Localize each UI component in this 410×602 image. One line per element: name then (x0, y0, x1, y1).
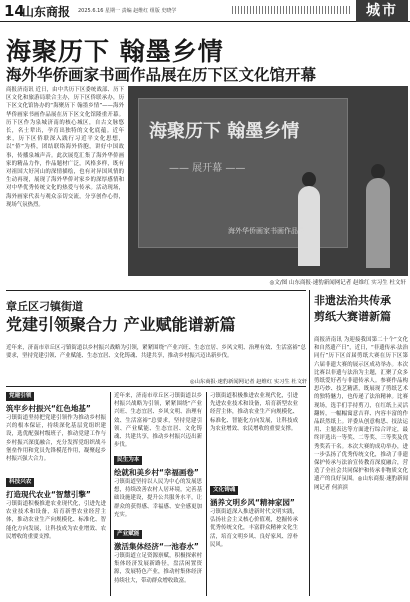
paper-name: 山东商报 (22, 5, 71, 19)
photo-caption: ◎文/图 山东商报·速豹新闻网记者 赵维红 实习生 杜文轩 (269, 280, 406, 286)
section-tag: 产业赋能 (114, 530, 142, 539)
main-subheadline: 海外华侨画家书画作品展在历下区文化馆开幕 (6, 66, 317, 84)
sidebar-text: 刁镇街道立足资源禀赋，积极探索村集体经济发展新路径，盘活闲置资源，发展特色产业，推动村集体经济持续壮大，带动群众增收致富。 (114, 553, 202, 584)
divider (6, 290, 306, 291)
divider (309, 290, 310, 596)
right-headline-line1: 非遗法治共传承 (314, 294, 391, 307)
divider (206, 392, 207, 596)
right-headline-line2: 剪纸大赛谱新篇 (314, 310, 391, 323)
article1-body: 商报济南讯 近日，由中共历下区委统战部、历下区文化和旅游局联合主办，历下区侨联承办，历下区文化馆协办的“海聚历下 翰墨乡情”——海外华侨画家书画作品展在历下区文化馆隆重开幕。历下区作为泉城济南的核心城区，自古文脉悠长，名士辈出，孕育出独特的文化底蕴。近年来，历下区侨联深入践行习近平文化思想，以“侨”为桥，团结联络海外侨胞，讲好中国故事，传播泉城声音。此次展览汇集了海外华侨画家的精品力作，作品题材广泛，风格多样，既有对祖国大好河山的深情描绘，也有对异国风情的生动再现，展现了海外华侨对家乡的深厚感情和对中华优秀传统文化的热爱与传承。活动现场，海外画家代表与观众亲切交流，分享创作心得，现场气氛热烈。 (6, 87, 124, 208)
sidebar-title: 绘就和美乡村“幸福画卷” (114, 468, 199, 477)
main-headline: 海聚历下 翰墨乡情 (6, 37, 224, 66)
article2-headline: 党建引领聚合力 产业赋能谱新篇 (6, 315, 236, 334)
sidebar-text: 刁镇街道深入推进新时代文明实践，弘扬社会主义核心价值观，挖掘传承优秀传统文化，丰富群众精神文化生活，培育文明乡风、良好家风、淳朴民风。 (210, 509, 298, 548)
person-head (302, 172, 316, 187)
section-tag: 科技兴农 (6, 478, 34, 487)
section-label: 城市 (356, 0, 408, 22)
decorative-pattern (232, 6, 352, 14)
sidebar-title: 筑牢乡村振兴“红色地基” (6, 404, 91, 413)
page-number: 14 (4, 2, 25, 20)
section-tag: 民生为本 (114, 456, 142, 465)
article2-kicker: 章丘区刁镇街道 (6, 300, 83, 313)
person-figure (366, 178, 390, 268)
sidebar-title: 涵养文明乡风“精神家园” (210, 498, 295, 507)
divider (110, 392, 111, 596)
divider (6, 386, 306, 387)
section-tag: 文化铸魂 (210, 486, 238, 495)
event-photo (128, 86, 408, 276)
photo-banner-text: 海外华侨画家书画作品展 (228, 227, 305, 235)
masthead-meta: 2025.6.16 星期一 责编 赵维红 组版 史晓学 (78, 8, 177, 14)
masthead (0, 0, 410, 22)
column-text: 刁镇街道积极推进农业现代化，引进先进农业技术和设备，培育新型农业经营主体，推动农业生产向规模化、标准化、智能化方向发展，让科技成为农业增效、农民增收的重要支撑。 (210, 393, 298, 432)
sidebar-title: 打造现代农业“智慧引擎” (6, 490, 91, 499)
sidebar-title: 激活集体经济“一池春水” (114, 542, 199, 551)
right-article-body: 商报济南讯 为迎接我国第二十个“文化和自然遗产日”，近日，“非遗传承·法治同行”历下区首届剪纸大赛在历下区第六届非遗大赛的展示区成功举办。本次比赛以非遗与法治为主题，汇聚了众多剪纸爱好者与非遗传承人。参赛作品构思巧妙、技艺精湛，既展现了剪纸艺术的独特魅力，也传递了法治精神。比赛现场，选手们手持剪刀，在红纸上灵活翻转，一幅幅寓意吉祥、内容丰富的作品跃然纸上。评委从创意构思、技法运用、主题表达等方面进行综合评定，最终评选出一等奖、二等奖、三等奖及优秀奖若干名。本次大赛的成功举办，进一步弘扬了优秀传统文化，推动了非遗保护传承与法治宣传教育深度融合，营造了全社会共同保护和传承非物质文化遗产的良好氛围。◎山东商报·速豹新闻网记者 何滨滨 (314, 337, 408, 491)
sidebar-text: 刁镇街道坚持以人民为中心的发展思想，持续改善农村人居环境，完善基础设施建设，提升公共服务水平，让群众的获得感、幸福感、安全感更加充实。 (114, 479, 202, 518)
article2-byline: ◎山东商报·速豹新闻网记者 赵维红 实习生 杜文轩 (190, 379, 308, 385)
sidebar-text: 刁镇街道坚持把党建引领作为推动乡村振兴的根本保证，持续深化基层党组织建设，选优配强村级班子，推动党建工作与乡村振兴深度融合，充分发挥党组织战斗堡垒作用和党员先锋模范作用，凝聚起乡村振兴强大合力。 (6, 415, 106, 463)
section-tag: 党建引领 (6, 392, 34, 401)
sidebar-text: 刁镇街道积极推进农业现代化，引进先进农业技术和设备，培育新型农业经营主体，推动农业生产向规模化、标准化、智能化方向发展，让科技成为农业增效、农民增收的重要支撑。 (6, 501, 106, 540)
article2-lead: 近年来，济南市章丘区刁镇街道以乡村振兴战略为引领，紧紧围绕“产业兴旺、生态宜居、乡风文明、治理有效、生活富裕”总要求，坚持党建引领、产业赋能、生态宜居、文化铸魂、共建共享，推动乡村振兴迈出新步伐。 (6, 345, 306, 360)
person-head (371, 164, 385, 179)
column-text: 近年来，济南市章丘区刁镇街道以乡村振兴战略为引领，紧紧围绕“产业兴旺、生态宜居、乡风文明、治理有效、生活富裕”总要求，坚持党建引领、产业赋能、生态宜居、文化铸魂、共建共享，推动乡村振兴迈出新步伐。 (114, 393, 202, 449)
